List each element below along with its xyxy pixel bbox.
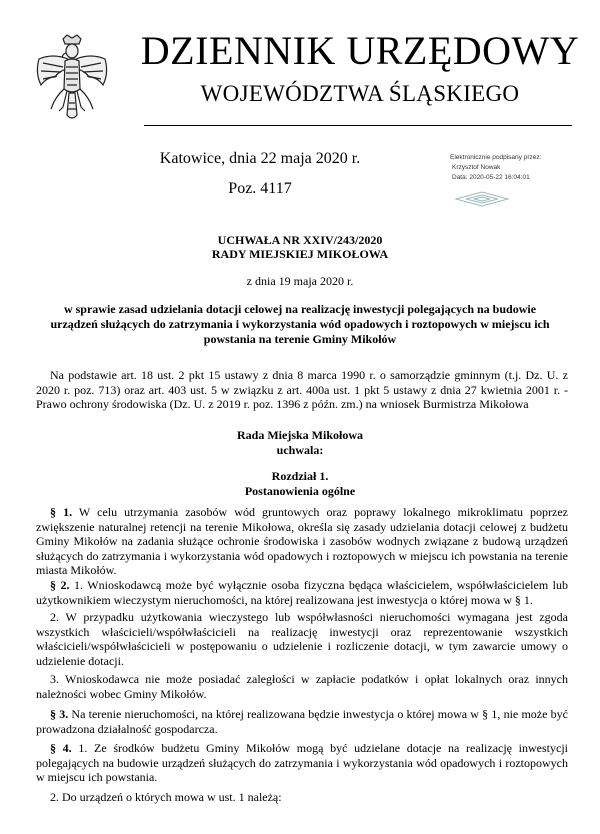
council-resolves: uchwala: — [276, 443, 324, 457]
electronic-signature — [450, 153, 590, 183]
journal-subtitle: WOJEWÓDZTWA ŚLĄSKIEGO — [200, 81, 520, 106]
section-text: 3. Wnioskodawca nie może posiadać zaległości w zapłacie podatków i opłat lokalnych oraz innych należności wobec Gminy Mikołów. — [36, 672, 568, 701]
signature-seal-icon — [452, 190, 512, 208]
chapter-number: Rozdział 1. — [271, 469, 329, 483]
journal-title: DZIENNIK URZĘDOWY — [140, 28, 580, 73]
section-2-item-3 — [36, 672, 568, 701]
resolution-number: UCHWAŁA NR XXIV/243/2020 — [217, 233, 383, 247]
section-mark: § 4. — [50, 741, 72, 755]
section-text: Na terenie nieruchomości, na której realizowana będzie inwestycja o której mowa w § 1, nie może być prowadzona działalność gospodarcza. — [36, 707, 568, 736]
section-mark: § 3. — [50, 707, 69, 721]
section-text: 1. Wnioskodawcą może być wyłącznie osoba fizyczna będąca właścicielem, współwłaścicielem lub użytkownikiem wieczystym nieruchomości, na której realizowana jest inwestycja o której mowa w § 1. — [36, 578, 569, 607]
section-mark: § 2. — [50, 578, 70, 592]
resolution-body: RADY MIEJSKIEJ MIKOŁOWA — [211, 247, 389, 261]
place-date: Katowice, dnia 22 maja 2020 r. — [159, 150, 361, 167]
section-text: 1. Ze środków budżetu Gminy Mikołów mogą być udzielane dotacje na realizację inwestycji polegających na budowie urządzeń służących do zatrzymania i wykorzystania wód opadowych i roztopowych w miejscu ich powstania. — [36, 741, 569, 784]
section-2-item-2 — [36, 610, 568, 668]
section-1 — [36, 505, 568, 578]
resolution-date: z dnia 19 maja 2020 r. — [246, 274, 354, 288]
eagle-emblem-icon — [33, 33, 111, 125]
preamble: Na podstawie art. 18 ust. 2 pkt 15 ustawy z dnia 8 marca 1990 r. o samorządzie gminnym (t.j. Dz. U. z 2020 r. poz. 713) oraz art. 403 ust. 5 w związku z art. 400a ust. 1 pkt 5 ustawy z dnia 27 kwietnia 2001 r. - Prawo ochrony środowiska (Dz. U. z 2019 r. poz. 1396 z późn. zm.) na wniosek Burmistrza Mikołowa — [36, 368, 568, 411]
section-text: W celu utrzymania zasobów wód gruntowych oraz poprawy lokalnego mikroklimatu poprzez zwiększenie naturalnej retencji na terenie Mikołowa, określa się zasady udzielania dotacji celowej z budżetu Gminy Mikołów na zadania służące ochronie środowiska i zasobów wodnych związane z budową urządzeń służących do zatrzymania i wykorzystania wód opadowych i roztopowych w miejscu ich powstania na terenie miasta Mikołów. — [36, 505, 568, 577]
section-4 — [36, 741, 568, 785]
signature-date: Data: 2020-05-22 16:04:01 — [452, 174, 530, 181]
section-2 — [36, 578, 568, 607]
council-name: Rada Miejska Mikołowa — [237, 428, 363, 442]
chapter-title: Postanowienia ogólne — [244, 484, 356, 498]
signature-signer: Krzysztof Nowak — [452, 164, 501, 171]
section-mark: § 1. — [50, 505, 73, 519]
header-rule — [144, 125, 572, 126]
section-4-item-2 — [36, 790, 568, 805]
section-text: 2. Do urządzeń o których mowa w ust. 1 należą: — [50, 790, 282, 804]
section-text: 2. W przypadku użytkowania wieczystego lub współwłasności nieruchomości wymagana jest zgoda wszystkich właścicieli/współwłaścicieli na realizację inwestycji oraz reprezentowanie wszystkich właścicieli/współwłaścicieli w postępowaniu o udzielenie i rozliczenie dotacji, w tym zawarcie umowy o udzielenie dotacji. — [36, 610, 568, 668]
resolution-subject: w sprawie zasad udzielania dotacji celowej na realizację inwestycji polegających na budowie urządzeń służących do zatrzymania i wykorzystania wód opadowych i roztopowych w miejscu ich powstania na terenie Gminy Mikołów — [50, 302, 550, 346]
section-3 — [36, 707, 568, 736]
signature-label: Elektronicznie podpisany przez: — [450, 154, 542, 161]
position-number: Poz. 4117 — [228, 180, 292, 197]
